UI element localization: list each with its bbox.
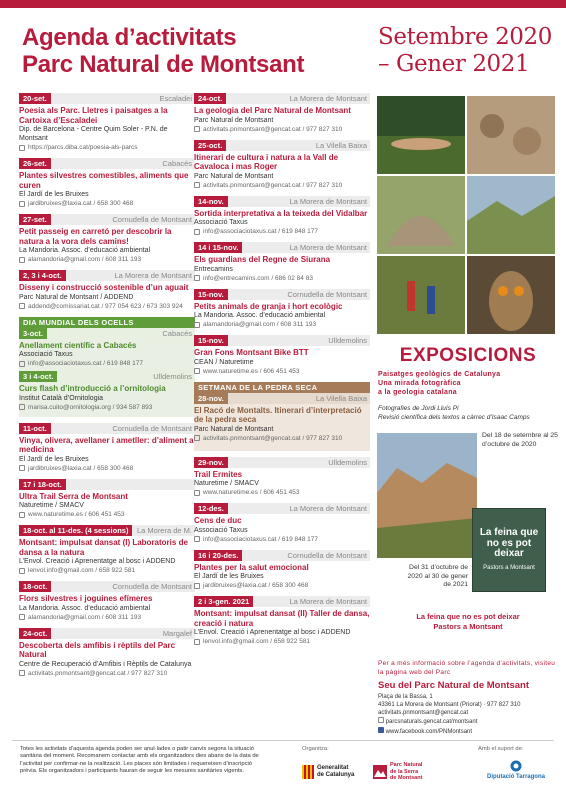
event-item	[194, 335, 370, 376]
photo-fossils	[467, 96, 555, 174]
event-date: 25-oct.	[194, 140, 226, 151]
contact-icon	[194, 490, 200, 496]
web-icon	[378, 717, 384, 723]
event-date: 24-oct.	[194, 93, 226, 104]
event-header	[19, 581, 195, 592]
event-place: Ulldemolins	[328, 457, 367, 467]
contact-icon	[19, 303, 25, 309]
event-header	[19, 93, 195, 104]
feina-line-2: Pastors a Montsant	[433, 621, 503, 631]
contact-icon	[19, 512, 25, 518]
event-item	[194, 596, 370, 646]
event-title: Plantes silvestres comestibles, aliments que curen	[19, 171, 189, 190]
event-date: 18-oct. al 11-des. (4 sessions)	[19, 525, 132, 536]
event-item	[194, 242, 370, 283]
event-title: Flors silvestres i joguines efímeres	[19, 594, 153, 603]
event-date: 2, 3 i 4-oct.	[19, 270, 66, 281]
diputacio-emblem-icon	[509, 760, 523, 772]
exhibition-date-1: Del 18 de setembre al 25 d’octubre de 2020	[482, 432, 558, 448]
credit-review: Revisió científica dels textos a càrrec d’Isaac Camps	[378, 413, 530, 421]
event-date: 16 i 20-des.	[194, 550, 242, 561]
disclaimer: Totes les activitats d’aquesta agenda poden ser anul·lades o patir canvis segons la situació sanitària del moment. Recomanem contactar amb els organitzadors dies abans de la data de l’activitat per confirmar-ne la realització. Les places són limitades i requereixen d’inscripció prèvia. Els organitzadors i participants hauran de seguir les mesures sanitàries vigents.	[20, 746, 259, 774]
exhibitions-title: EXPOSICIONS	[399, 345, 537, 366]
event-contact[interactable]: lenvol.info@gmail.com / 658 922 581	[194, 637, 370, 646]
event-title: Curs flash d’introducció a l’ornitologia	[19, 384, 166, 393]
event-organizer: L’Envol. Creació i Aprenentatge al bosc i ADDEND	[194, 629, 351, 636]
dates-line-1: Setembre 2020	[378, 24, 553, 50]
event-date: 12-des.	[194, 503, 228, 514]
event-contact[interactable]: www.naturetime.es / 606 451 453	[194, 367, 370, 376]
contact-icon	[19, 201, 25, 207]
event-item	[19, 270, 195, 311]
event-title: La geologia del Parc Natural de Montsant	[194, 106, 351, 115]
footer-divider	[12, 740, 554, 741]
contact-icon	[19, 145, 25, 151]
event-title: Vinya, olivera, avellaner i ametller: d’aliment a medicina	[19, 435, 194, 454]
event-item	[19, 628, 195, 678]
top-accent-bar	[0, 0, 566, 8]
event-contact[interactable]: info@entrecamins.com / 686 02 84 83	[194, 274, 370, 283]
event-header	[19, 525, 195, 536]
event-organizer: La Mandoria. Assoc. d’educació ambiental	[19, 604, 151, 612]
event-contact[interactable]: info@associaciotaxus.cat / 619 848 177	[194, 535, 370, 544]
event-place: La Morera de Montsant	[289, 504, 367, 513]
address-facebook[interactable]: www.facebook.com/PNMontsant	[378, 727, 558, 737]
event-organizer: Associació Taxus	[194, 219, 248, 226]
event-place: Escaladei	[159, 94, 192, 103]
exhibition-subtitle	[378, 370, 558, 397]
exhibition-2-title	[378, 612, 558, 631]
contact-icon	[19, 257, 25, 263]
event-date: 17 i 18-oct.	[19, 479, 66, 490]
event-header	[194, 457, 370, 468]
address-web[interactable]: parcsnaturals.gencat.cat/montsant	[378, 717, 558, 727]
event-header	[19, 371, 195, 382]
event-organizer: La Mandoria. Assoc. d’educació ambiental	[194, 312, 326, 319]
event-title: Sortida interpretativa a la teixeda del Vidalbar	[194, 208, 368, 218]
event-place: La Morera de Montsant	[289, 597, 367, 606]
event-organizer: Naturetime / SMACV	[194, 480, 259, 487]
event-contact[interactable]: www.naturetime.es / 606 451 453	[19, 510, 195, 519]
event-place: La Morera de M.	[136, 526, 192, 535]
facebook-icon	[378, 727, 384, 733]
generalitat-logo: Generalitat de Catalunya	[302, 760, 357, 784]
event-header	[19, 328, 195, 339]
exhibition-sub-1: Paisatges geològics de Catalunya	[378, 371, 501, 378]
event-place: Cornudella de Montsant	[112, 423, 192, 433]
event-title: Gran Fons Montsant Bike BTT	[194, 348, 309, 357]
event-header	[194, 93, 370, 104]
event-organizer: CEAN / Naturetime	[194, 358, 254, 366]
contact-icon	[194, 126, 200, 132]
event-item	[19, 479, 195, 520]
event-item	[194, 457, 370, 498]
event-item	[19, 371, 195, 412]
exhibition-date-2: Del 31 d’octubre de 2020 al 30 de gener de 2021	[407, 564, 468, 588]
park-logo: Parc Natural de la Serra de Montsant	[373, 760, 448, 784]
address-line-1: Plaça de la Bassa, 1	[378, 694, 433, 700]
event-contact[interactable]: https://parcs.diba.cat/poesia-als-parcs	[19, 143, 195, 152]
event-date: 28-nov.	[194, 393, 228, 404]
event-item	[194, 550, 370, 591]
address-line-2: 43361 La Morera de Montsant (Priorat) · 977 827 310	[378, 701, 521, 708]
event-organizer: Associació Taxus	[19, 351, 73, 358]
photo-owl	[467, 256, 555, 334]
event-place: Cornudella de Montsant	[112, 215, 192, 224]
event-organizer: Parc Natural de Montsant	[194, 425, 274, 433]
event-contact[interactable]: info@associaciotaxus.cat / 619 848 177	[194, 227, 370, 236]
event-item	[19, 525, 195, 575]
photo-runners	[377, 256, 465, 334]
event-date: 27-set.	[19, 214, 51, 225]
event-header	[194, 550, 370, 561]
event-title: El Racó de Montalts. Itinerari d’interpretació de la pedra seca	[194, 405, 362, 424]
photo-swimmer	[377, 96, 465, 174]
event-contact[interactable]: activitats.pnmontsant@gencat.cat / 977 827 310	[194, 125, 370, 134]
event-date: 14 i 15-nov.	[194, 242, 242, 253]
photo-landscape	[467, 176, 555, 254]
event-contact[interactable]: addend@comissariat.cat / 977 054 623 / 673 303 924	[19, 302, 195, 311]
page-title	[22, 24, 372, 78]
event-place: La Vilella Baixa	[315, 140, 367, 150]
event-item	[194, 196, 370, 237]
book-cover-title	[475, 528, 543, 573]
event-organizer: Entrecamins	[194, 265, 233, 273]
event-organizer: Naturetime / SMACV	[19, 502, 84, 509]
organizer-label: Organitza:	[302, 746, 329, 752]
event-header	[194, 596, 370, 607]
contact-icon	[194, 322, 200, 328]
event-place: Cornudella de Montsant	[112, 582, 192, 591]
event-header	[194, 335, 370, 346]
event-organizer: Parc Natural de Montsant / ADDEND	[19, 293, 134, 301]
event-header	[19, 158, 195, 169]
event-item	[19, 328, 195, 369]
event-header	[194, 503, 370, 514]
event-place: La Morera de Montsant	[289, 94, 367, 103]
event-header	[19, 214, 195, 225]
address-email[interactable]: activitats.pnmontsant@gencat.cat	[378, 709, 469, 716]
event-header	[19, 628, 195, 639]
event-header	[19, 270, 195, 281]
event-organizer: Institut Català d’Ornitologia	[19, 394, 104, 402]
event-title: Petit passeig en carretó per descobrir la natura a la vora dels camins!	[19, 227, 172, 246]
event-header	[194, 393, 370, 404]
support-label: Amb el suport de:	[478, 746, 524, 752]
event-date: 11-oct.	[19, 423, 51, 434]
event-title: Montsant: impulsat dansat (I) Laboratoris de dansa a la natura	[19, 538, 188, 557]
photo-grid	[377, 96, 555, 334]
diputacio-logo: Diputació Tarragona	[478, 760, 554, 784]
event-item	[194, 503, 370, 544]
contact-icon	[19, 670, 25, 676]
event-place: La Morera de Montsant	[289, 243, 367, 252]
info-text: Per a més informació sobre l’agenda d’activitats, visiteu la pàgina web del Parc	[378, 660, 556, 676]
event-contact[interactable]: lenvol.info@gmail.com / 658 922 581	[19, 566, 195, 575]
event-organizer: La Mandoria. Assoc. d’educació ambiental	[19, 247, 151, 254]
left-column	[19, 93, 195, 684]
event-date: 2 i 3-gen. 2021	[194, 596, 253, 607]
contact-icon	[19, 404, 25, 410]
title-line-1: Agenda d’activitats	[22, 24, 237, 51]
event-place: La Vilella Baixa	[315, 393, 367, 403]
stone-week-box	[194, 382, 370, 451]
event-item	[19, 158, 195, 208]
event-item	[19, 581, 195, 622]
contact-icon	[194, 639, 200, 645]
contact-icon	[194, 583, 200, 589]
event-date: 18-oct.	[19, 581, 51, 592]
event-title: Itinerari de cultura i natura a la Vall de Cavaloca i mas Roger	[194, 152, 339, 171]
event-title: Trail Ermites	[194, 469, 243, 479]
event-organizer: Parc Natural de Montsant	[194, 172, 274, 180]
event-contact[interactable]: marisa.cuito@ornitologia.org / 934 587 893	[19, 403, 195, 412]
contact-icon	[194, 182, 200, 188]
contact-icon	[194, 275, 200, 281]
event-contact[interactable]: alamandoria@gmail.com / 608 311 193	[19, 255, 195, 264]
exhibition-credits	[378, 405, 558, 422]
event-title: Petits animals de granja i hort ecològic	[194, 301, 343, 311]
contact-icon	[19, 361, 25, 367]
event-organizer: Parc Natural de Montsant	[194, 116, 274, 124]
photo-geology	[377, 433, 477, 558]
event-place: Cabacés	[162, 328, 192, 338]
event-header	[194, 242, 370, 253]
event-contact[interactable]: www.naturetime.es / 606 451 453	[194, 488, 370, 497]
event-item	[194, 393, 370, 443]
event-place: Cabacés	[162, 159, 192, 168]
event-title: Els guardians del Regne de Siurana	[194, 255, 331, 264]
event-date: 24-oct.	[19, 628, 51, 639]
credit-photos: Fotografies de Jordi Lluís Pi	[378, 405, 459, 412]
event-title: Montsant: impulsat dansat (II) Taller de dansa, creació i natura	[194, 609, 370, 628]
event-date: 20-set.	[19, 93, 51, 104]
event-header	[194, 289, 370, 300]
event-place: Ulldemolins	[328, 336, 367, 345]
title-line-2: Parc Natural de Montsant	[22, 51, 305, 78]
park-emblem-icon	[373, 765, 387, 779]
event-item	[19, 214, 195, 264]
event-place: Ulldemolins	[153, 372, 192, 381]
exhibition-sub-3: a la geologia catalana	[378, 389, 457, 396]
event-contact[interactable]: jardibruixes@laxia.cat / 658 300 468	[19, 464, 195, 473]
event-contact[interactable]: alamandoria@gmail.com / 608 311 193	[194, 320, 370, 329]
event-title: Descoberta dels amfibis i rèptils del Parc Natural	[19, 640, 176, 659]
event-title: Plantes per la salut emocional	[194, 562, 309, 572]
event-organizer: El Jardí de les Bruixes	[19, 455, 89, 463]
event-organizer: Centre de Recuperació d’Amfibis i Rèptils de Catalunya	[19, 660, 192, 668]
event-title: Poesia als Parc. Lletres i paisatges a la Cartoixa d’Escaladei	[19, 106, 168, 125]
contact-icon	[194, 536, 200, 542]
event-header	[19, 479, 195, 490]
event-contact[interactable]: activitats.pnmontsant@gencat.cat / 977 827 310	[194, 434, 370, 443]
event-header	[194, 140, 370, 151]
event-contact[interactable]: activitats.pnmontsant@gencat.cat / 977 827 310	[19, 669, 195, 678]
contact-icon	[194, 435, 200, 441]
event-organizer: Associació Taxus	[194, 526, 248, 534]
event-date: 15-nov.	[194, 335, 228, 346]
contact-icon	[19, 568, 25, 574]
event-date: 15-nov.	[194, 289, 228, 300]
event-title: Anellament científic a Cabacés	[19, 340, 137, 350]
middle-column	[194, 93, 370, 652]
book-title-text: La feina que no es pot deixar	[479, 527, 539, 559]
event-title: Cens de duc	[194, 516, 242, 525]
contact-icon	[19, 465, 25, 471]
event-place: Margalef	[162, 628, 192, 638]
event-item	[19, 93, 195, 152]
event-header	[19, 423, 195, 434]
photo-dry-stone-hut	[377, 176, 465, 254]
event-place: La Morera de Montsant	[114, 271, 192, 280]
event-place: La Morera de Montsant	[289, 196, 367, 206]
event-organizer: L’Envol. Creació i Aprenentatge al bosc i ADDEND	[19, 558, 176, 565]
event-date: 3 i 4-oct.	[19, 371, 57, 382]
event-organizer: Dip. de Barcelona - Centre Quim Soler - P.N. de Montsant	[19, 126, 168, 142]
event-place: Cornudella de Montsant	[287, 289, 367, 299]
event-item	[194, 140, 370, 190]
birds-day-box	[19, 317, 195, 417]
contact-icon	[194, 229, 200, 235]
event-contact[interactable]: info@associaciotaxus.cat / 619 848 177	[19, 359, 195, 368]
dates-line-2: – Gener 2021	[378, 51, 530, 77]
exhibition-sub-2: Una mirada fotogràfica	[378, 380, 461, 387]
stone-week-band: SETMANA DE LA PEDRA SECA	[194, 382, 370, 393]
event-contact[interactable]: alamandoria@gmail.com / 608 311 193	[19, 613, 195, 622]
event-item	[194, 93, 370, 134]
event-organizer: El Jardí de les Bruixes	[19, 191, 89, 198]
generalitat-emblem-icon	[302, 765, 314, 779]
book-subtitle-text: Pastors a Montsant	[483, 564, 535, 571]
event-item	[19, 423, 195, 473]
event-place: Cornudella de Montsant	[287, 550, 367, 560]
event-item	[194, 289, 370, 330]
event-organizer: El Jardí de les Bruixes	[194, 573, 264, 580]
birds-day-band: DIA MUNDIAL DELS OCELLS	[19, 317, 195, 328]
contact-icon	[19, 614, 25, 620]
event-header	[194, 196, 370, 207]
event-date: 26-set.	[19, 158, 51, 169]
contact-icon	[194, 368, 200, 374]
event-contact[interactable]: activitats.pnmontsant@gencat.cat / 977 827 310	[194, 181, 370, 190]
event-contact[interactable]: jardibruixes@laxia.cat / 658 300 468	[19, 199, 195, 208]
event-date: 3-oct.	[19, 328, 47, 339]
event-date: 29-nov.	[194, 457, 228, 468]
date-range	[378, 24, 558, 78]
event-title: Disseny i construcció sostenible d’un aguait	[19, 283, 189, 292]
event-title: Ultra Trail Serra de Montsant	[19, 491, 128, 501]
feina-line-1: La feina que no es pot deixar	[416, 612, 520, 621]
park-office-title: Seu del Parc Natural de Montsant	[378, 680, 529, 691]
park-office-address	[378, 694, 558, 737]
event-contact[interactable]: jardibruixes@laxia.cat / 658 300 468	[194, 581, 370, 590]
event-date: 14-nov.	[194, 196, 228, 207]
